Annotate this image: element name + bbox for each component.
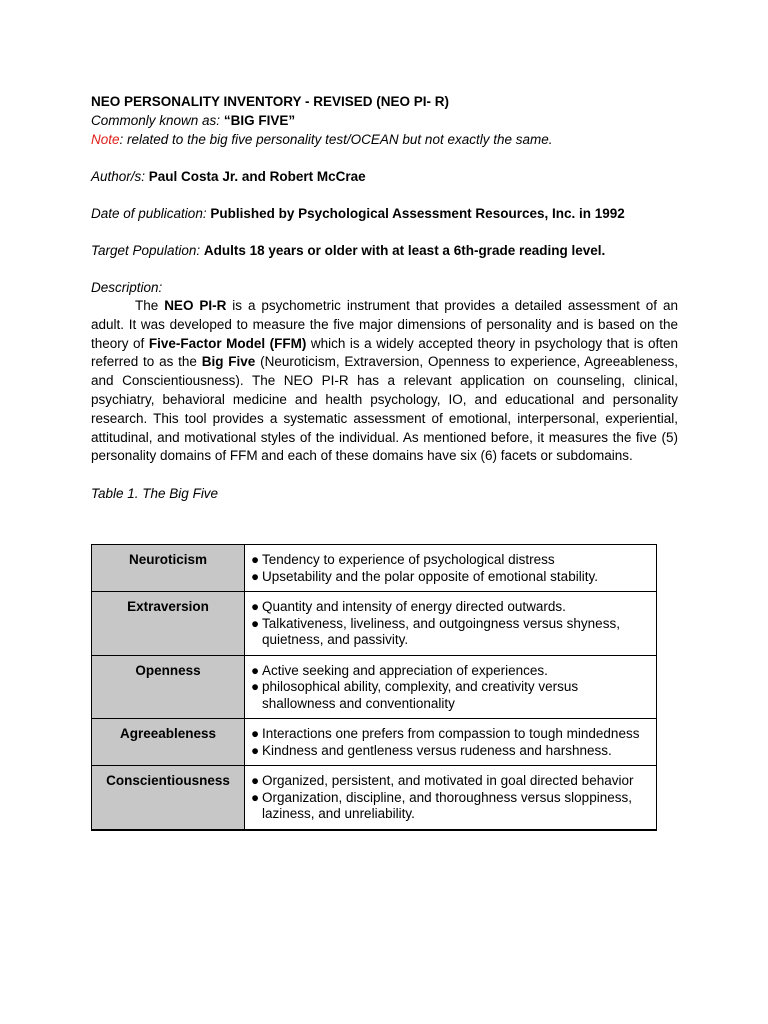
bullet-text: Kindness and gentleness versus rudeness and harshness. [262,742,612,758]
bullet-item [251,679,650,712]
note-line [91,130,678,149]
bullet-icon: ● [251,679,260,694]
dimension-cell: Conscientiousness [92,766,245,830]
bullet-text: Organization, discipline, and thoroughness versus sloppiness, laziness, and unreliability. [262,789,632,821]
bullet-icon: ● [251,568,260,584]
document-body [91,92,678,503]
date-label: Date of publication: [91,206,207,221]
bullet-item [251,726,650,743]
target-label: Target Population: [91,243,201,258]
date-line [91,204,678,223]
description-cell [245,592,657,656]
target-line [91,241,678,260]
description-cell [245,655,657,719]
known-as-label: Commonly known as: [91,113,221,128]
bullet-text: Talkativeness, liveliness, and outgoingness versus shyness, quietness, and passivity. [262,615,620,647]
bullet-item [251,569,650,586]
description-cell [245,545,657,592]
dimension-cell: Openness [92,655,245,719]
target-value: Adults 18 years or older with at least a 6th‑grade reading level. [203,243,606,258]
author-label: Author/s: [91,169,146,184]
bullet-text: Tendency to experience of psychological distress [262,552,555,567]
bullet-icon: ● [251,773,260,788]
bullet-text: Interactions one prefers from compassion to tough mindedness [262,726,640,741]
note-text: : related to the big five personality test/OCEAN but not exactly the same. [119,132,553,147]
bullet-item [251,616,650,649]
author-value: Paul Costa Jr. and Robert McCrae [148,169,366,184]
bullet-icon: ● [251,742,260,758]
bullet-item [251,599,650,616]
bullet-text: Upsetability and the polar opposite of emotional stability. [262,568,598,584]
bullet-item [251,773,650,790]
table-row [92,592,657,656]
bullet-icon: ● [251,726,260,741]
bullet-item [251,790,650,823]
table-row [92,655,657,719]
description-paragraph: The NEO PI-R is a psychometric instrument that provides a detailed assessment of an adult. It was developed to measure the five major dimensions of personality and is based on the theory of Five-Factor Model (FFM) which is a widely accepted theory in psychology that is often referred to as the Big Five (Neuroticism, Extraversion, Openness to experience, Agreeableness, and Conscientiousness). The NEO PI-R has a relevant application on counseling, clinical, psychiatry, behavioral medicine and health psychology, IO, and educational and personality research. This tool provides a systematic assessment of emotional, interpersonal, experiential, attitudinal, and motivational styles of the individual. As mentioned before, it measures the five (5) personality domains of FFM and each of these domains have six (6) facets or subdomains. [91,298,679,464]
bullet-text: philosophical ability, complexity, and creativity versus shallowness and conventionality [262,679,579,711]
table-caption: Table 1. The Big Five [91,486,219,502]
bullet-icon: ● [251,552,260,567]
table-row [92,545,657,592]
known-as-line [91,111,678,130]
bullet-text: Active seeking and appreciation of experiences. [262,662,548,678]
description-cell [245,719,657,766]
bullet-text: Organized, persistent, and motivated in goal directed behavior [262,773,634,788]
dimension-cell: Agreeableness [92,719,245,766]
bullet-icon: ● [251,789,260,805]
bullet-item [251,552,650,569]
bullet-icon: ● [251,662,260,678]
dimension-cell: Neuroticism [92,545,245,592]
description-label: Description: [91,280,163,295]
dimension-cell: Extraversion [92,592,245,656]
date-value: Published by Psychological Assessment Resources, Inc. in 1992 [210,206,625,221]
bullet-icon: ● [251,615,260,631]
document-title: NEO PERSONALITY INVENTORY - REVISED (NEO PI- R) [91,94,450,109]
bullet-icon: ● [251,599,260,614]
known-as-value: “BIG FIVE” [223,113,296,128]
bullet-text: Quantity and intensity of energy directed outwards. [262,599,566,614]
bullet-item [251,663,650,680]
note-label: Note [91,132,120,147]
table-row [92,766,657,830]
author-line [91,167,678,186]
table-row [92,719,657,766]
description-cell [245,766,657,830]
big-five-table [91,544,657,831]
bullet-item [251,743,650,760]
